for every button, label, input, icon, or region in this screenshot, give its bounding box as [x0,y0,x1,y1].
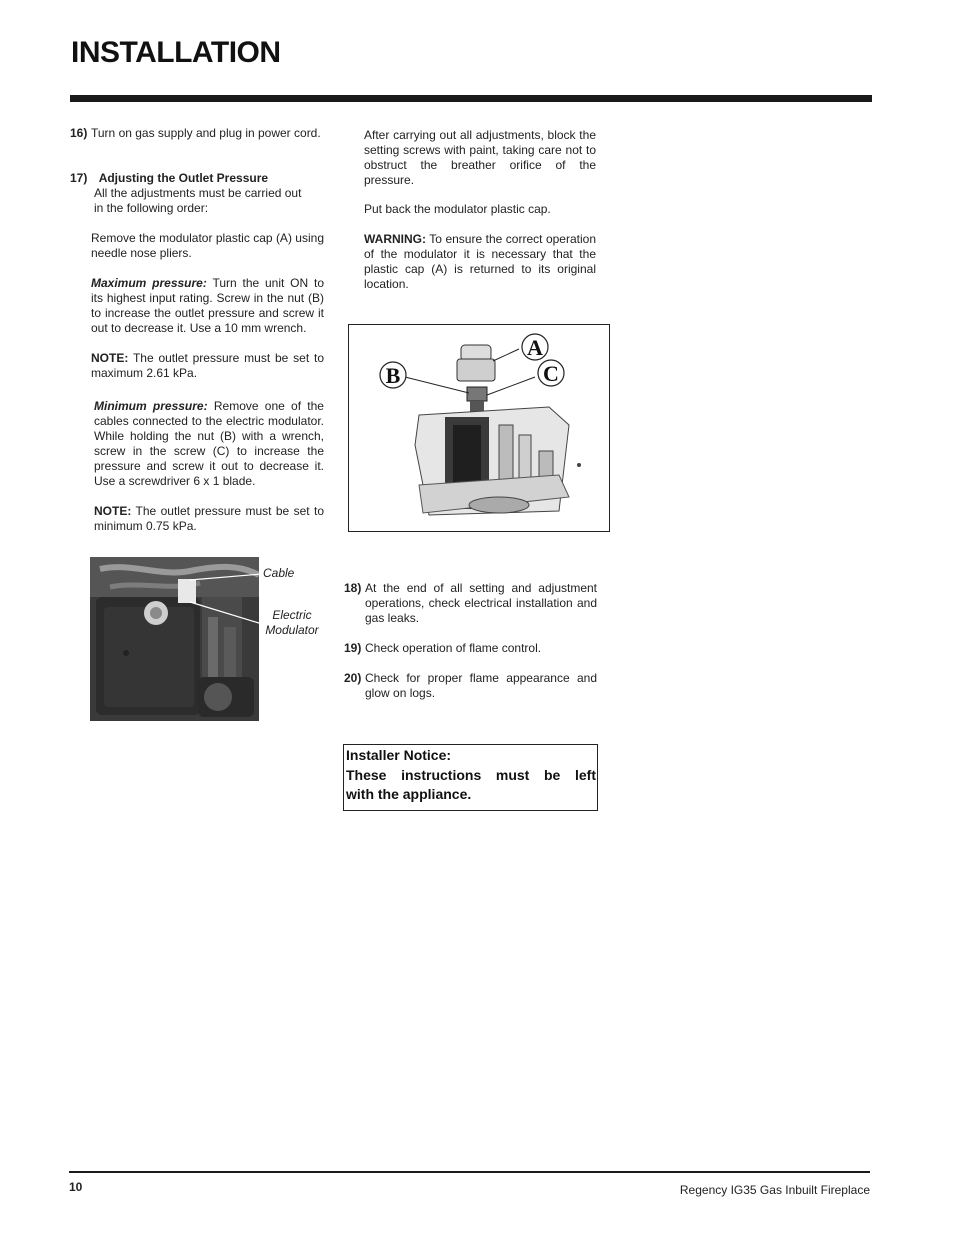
footer-title: Regency IG35 Gas Inbuilt Fireplace [679,1183,870,1197]
warning-paragraph [364,232,596,292]
modulator-callout-line [190,602,262,624]
diagram-label-a: A [527,335,543,360]
header-rule [70,95,872,102]
step-17-intro [94,186,326,216]
step-17-heading [70,171,326,186]
step-17-intro-line-1: All the adjustments must be carried out [94,186,302,200]
put-back-paragraph [364,202,596,217]
step-17-intro-line-2: in the following order: [94,201,209,215]
diagram-label-c: C [543,361,559,386]
step-19-number: 19) [344,641,362,655]
installer-notice-line-2: These instructions must be left [346,766,596,783]
callout-line-a [493,349,519,361]
step-18-text: At the end of all setting and adjustment operations, check electrical installation and gas leaks. [365,581,597,625]
cable-callout-line [190,574,262,580]
modulator-diagram-image [349,325,609,531]
warning-label: WARNING: [364,232,426,246]
step-20-text: Check for proper flame appearance and glow on logs. [365,671,597,700]
note-min-paragraph [94,504,324,534]
caption-modulator-line-1: Electric [272,608,312,622]
minimum-pressure-paragraph [94,399,324,489]
note-min-label: NOTE: [94,504,132,518]
diagram-label-b: B [385,363,401,388]
warning-text: To ensure the correct operation of the modulator it is necessary that the plastic cap (A) is returned to its original location. [364,232,596,291]
step-20 [344,671,597,701]
step-18-number: 18) [344,581,362,595]
minimum-pressure-label: Minimum pressure: [94,399,208,413]
caption-modulator-line-2: Modulator [265,623,319,637]
footer-rule [69,1171,870,1173]
page-number: 10 [69,1180,83,1194]
step-17-title: Adjusting the Outlet Pressure [98,171,269,185]
step-16 [70,126,326,141]
remove-cap-text: Remove the modulator plastic cap (A) using needle nose pliers. [91,231,324,260]
remove-cap-paragraph [91,231,324,261]
page-title: INSTALLATION [71,36,281,69]
modulator-diagram [348,324,610,532]
step-19 [344,641,597,656]
photo-callout-lines [150,570,270,640]
step-18 [344,581,597,626]
step-19-text: Check operation of flame control. [365,641,542,655]
installer-notice-title: Installer Notice: [346,747,452,763]
minimum-pressure-text: Remove one of the cables connected to the electric modulator. While holding the nut (B) with a wrench, screw in the screw (C) to increase the pressure and screw it out to decrease it. Use a screwdriver 6 x 1 blade. [94,399,324,488]
caption-electric-modulator [262,608,322,638]
note-max-paragraph [91,351,324,381]
step-16-number: 16) [70,126,88,140]
note-max-text: The outlet pressure must be set to maximum 2.61 kPa. [91,351,324,380]
after-adjustments-paragraph [364,128,596,188]
step-17-number: 17) [70,171,88,185]
caption-cable: Cable [263,566,295,580]
after-adjustments-text: After carrying out all adjustments, block the setting screws with paint, taking care not to obstruct the breather orifice of the pressure. [364,128,596,187]
maximum-pressure-paragraph [91,276,324,336]
maximum-pressure-label: Maximum pressure: [91,276,207,290]
put-back-text: Put back the modulator plastic cap. [364,202,551,216]
step-16-text: Turn on gas supply and plug in power cord. [91,126,321,140]
step-20-number: 20) [344,671,362,685]
installer-notice-box [343,744,598,811]
installer-notice-line-3: with the appliance. [346,786,472,802]
maximum-pressure-text: Turn the unit ON to its highest input rating. Screw in the nut (B) to increase the outlet pressure and screw it out to decrease it. Use a 10 mm wrench. [91,276,324,335]
note-max-label: NOTE: [91,351,129,365]
note-min-text: The outlet pressure must be set to minimum 0.75 kPa. [94,504,324,533]
